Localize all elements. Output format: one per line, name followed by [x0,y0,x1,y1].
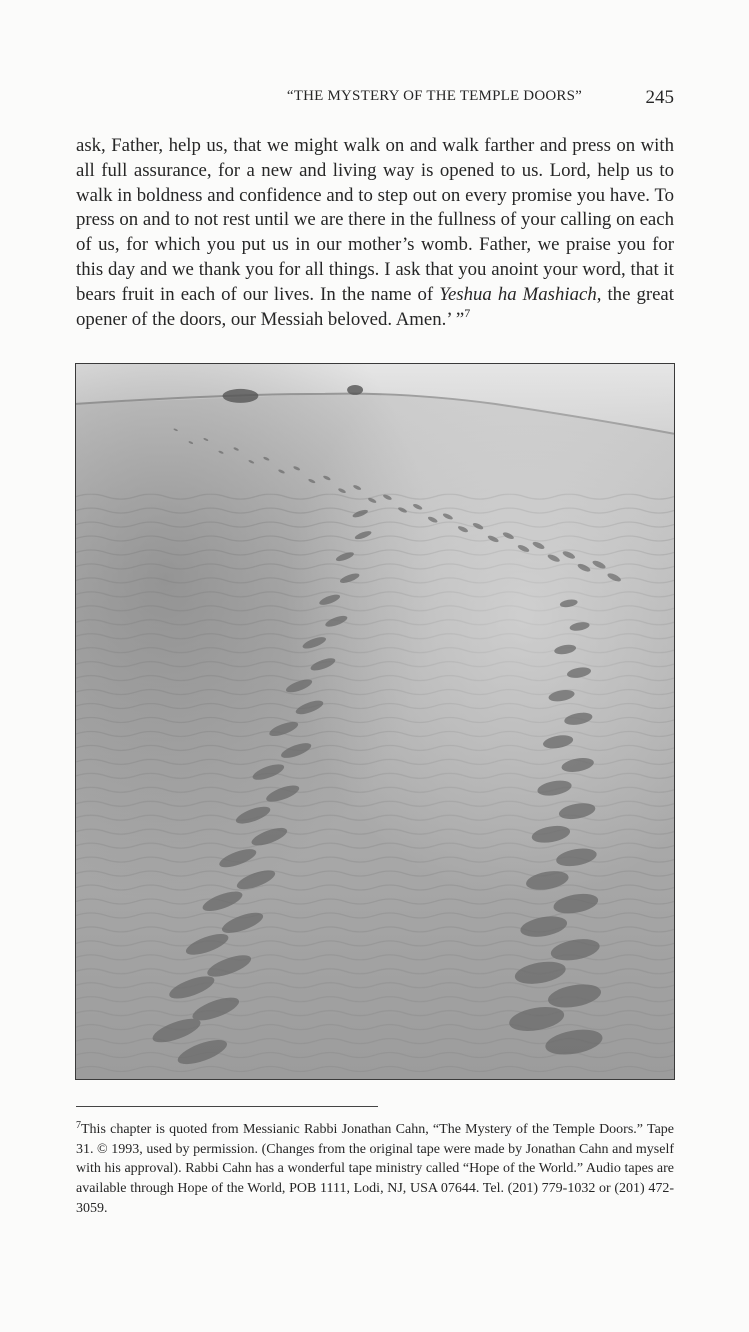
body-italic-name: Yeshua ha Mashiach [439,283,597,305]
running-head [76,88,674,112]
photo-image [76,364,674,1079]
body-text-end: , the great opener of the doors, our Messiah beloved. Amen.’ ” [76,283,674,330]
desert-footprints-photo [75,363,675,1080]
running-title: “THE MYSTERY OF THE TEMPLE DOORS” [286,88,582,104]
footnote-text: This chapter is quoted from Messianic Rabbi Jonathan Cahn, “The Mystery of the Temple Doors.” Tape 31. © 1993, used by permission. (Changes from the original tape were made by Jonathan Cahn and myself with his approval). Rabbi Cahn has a wonderful tape ministry called “Hope of the World.” Audio tapes are available through Hope of the World, POB 1111, Lodi, NJ, USA 07644. Tel. (201) 779-1032 or (201) 472-3059. [76,1122,674,1216]
footnote-rule [76,1106,378,1107]
footnote-marker: 7 [76,1120,81,1131]
body-text-start: ask, Father, help us, that we might walk on and walk farther and press on with all full assurance, for a new and living way is opened to us. Lord, help us to walk in boldness and confidence and to step out on every promise you have. To press on and to not rest until we are there in the fullness of your calling on each of us, for which you put us in our mother’s womb. Father, we praise you for this day and we thank you for all things. I ask that you anoint your word, that it bears fruit in each of our lives. In the name of [76,135,674,305]
footnote-reference: 7 [464,305,471,320]
body-paragraph [76,134,674,332]
page-number: 245 [645,87,674,108]
footnote [76,1120,674,1219]
